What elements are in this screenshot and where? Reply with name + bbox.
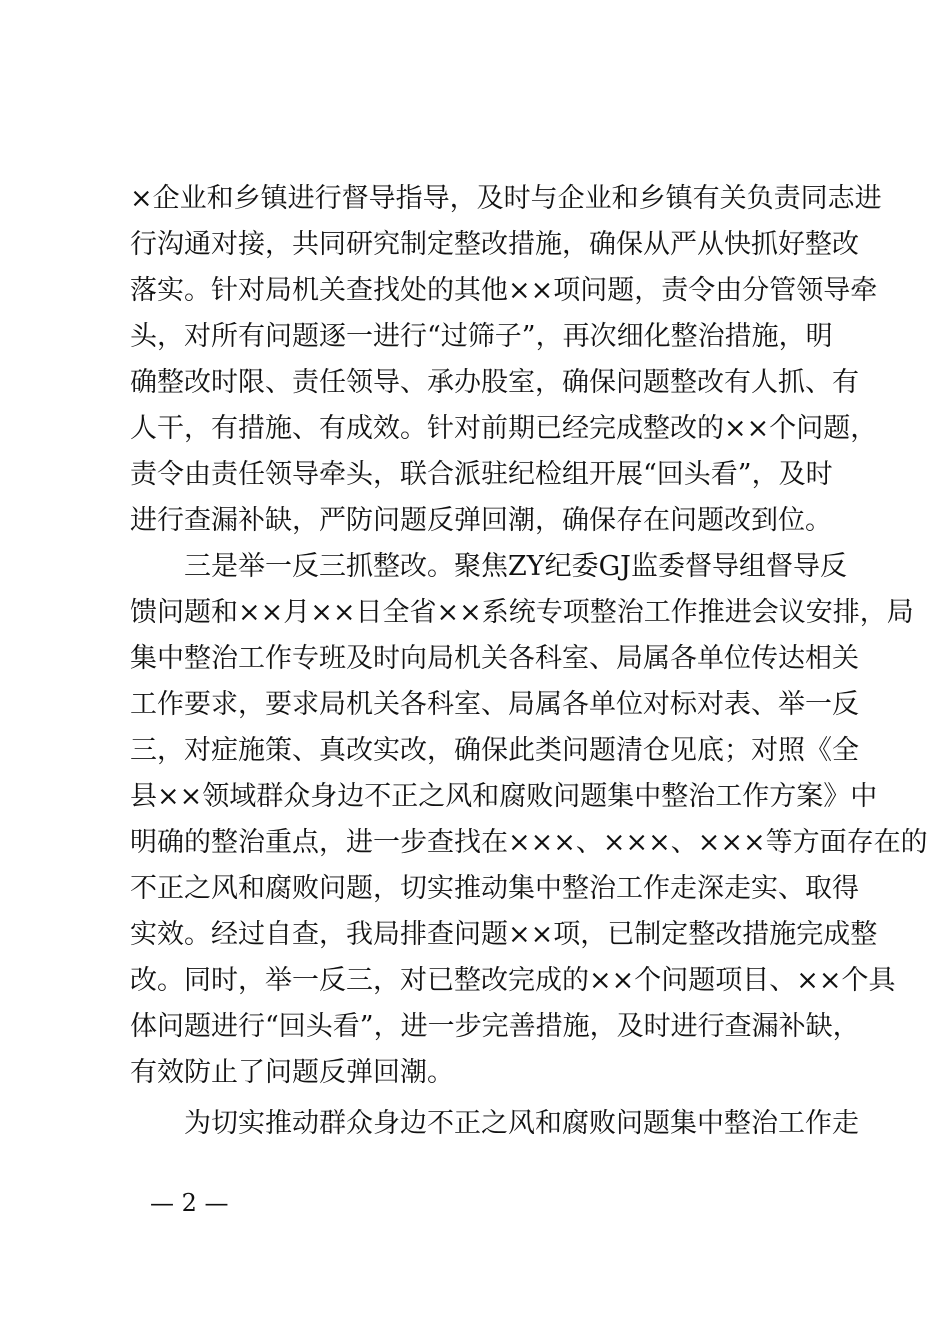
body-line-13: 三，对症施策、真改实改，确保此类问题清仓见底；对照《全 [130,735,859,766]
body-line-1: ×企业和乡镇进行督导指导，及时与企业和乡镇有关负责同志进 [130,183,882,214]
body-line-9: 三是举一反三抓整改。聚焦ZY纪委GJ监委督导组督导反 [130,551,847,582]
body-line-11: 集中整治工作专班及时向局机关各科室、局属各单位传达相关 [130,643,859,674]
body-line-10: 馈问题和××月××日全省××系统专项整治工作推进会议安排，局 [130,597,914,628]
body-line-20: 有效防止了问题反弹回潮。 [130,1057,454,1088]
body-line-17: 实效。经过自查，我局排查问题××项，已制定整改措施完成整 [130,919,878,950]
body-line-15: 明确的整治重点，进一步查找在×××、×××、×××等方面存在的 [130,827,928,858]
body-line-4: 头，对所有问题逐一进行“过筛子”，再次细化整治措施，明 [130,321,833,352]
body-line-18: 改。同时，举一反三，对已整改完成的××个问题项目、××个具 [130,965,896,996]
body-line-3: 落实。针对局机关查找处的其他××项问题，责令由分管领导牵 [130,275,878,306]
body-line-19: 体问题进行“回头看”，进一步完善措施，及时进行查漏补缺， [130,1011,860,1042]
page-number: — 2 — [150,1189,229,1217]
body-line-2: 行沟通对接，共同研究制定整改措施，确保从严从快抓好整改 [130,229,859,260]
body-line-7: 责令由责任领导牵头，联合派驻纪检组开展“回头看”，及时 [130,459,833,490]
body-line-8: 进行查漏补缺，严防问题反弹回潮，确保存在问题改到位。 [130,505,832,536]
body-line-12: 工作要求，要求局机关各科室、局属各单位对标对表、举一反 [130,689,859,720]
body-line-5: 确整改时限、责任领导、承办股室，确保问题整改有人抓、有 [130,367,859,398]
body-line-21: 为切实推动群众身边不正之风和腐败问题集中整治工作走 [130,1108,859,1139]
body-line-14: 县××领域群众身边不正之风和腐败问题集中整治工作方案》中 [130,781,878,812]
body-line-16: 不正之风和腐败问题，切实推动集中整治工作走深走实、取得 [130,873,859,904]
body-line-6: 人干，有措施、有成效。针对前期已经完成整改的××个问题， [130,413,878,444]
